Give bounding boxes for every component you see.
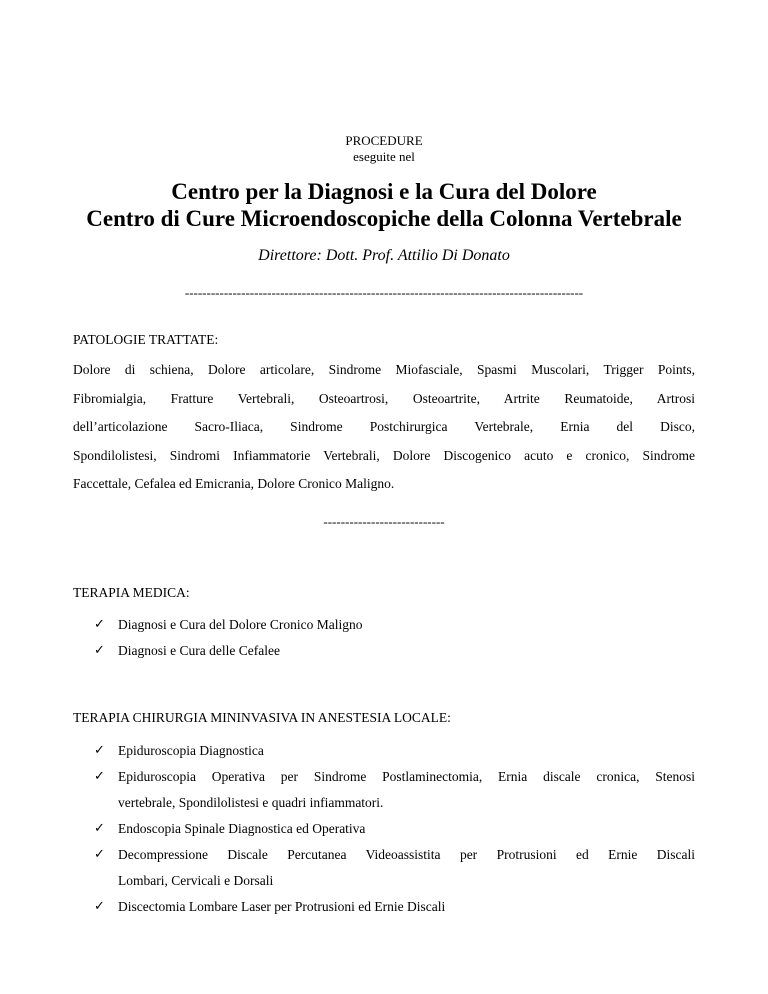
paragraph-line: dell’articolazione Sacro-Iliaca, Sindrome Postchirurgica Vertebrale, Ernia del Disco, [73, 419, 695, 435]
list-item [94, 764, 695, 816]
list-item-text: Decompressione Discale Percutanea Videoassistita per Protrusioni ed Ernie Discali [118, 847, 695, 862]
pre-title-line1: PROCEDURE [345, 133, 423, 148]
list-item-text: Epiduroscopia Diagnostica [118, 743, 264, 758]
document-title-line2: Centro di Cure Microendoscopiche della Colonna Vertebrale [86, 206, 682, 231]
list-item-text: Diagnosi e Cura del Dolore Cronico Maligno [118, 617, 363, 632]
checkmark-icon: ✓ [94, 643, 105, 658]
header-separator: -------------------------------------------------------------------------------------------- [184, 285, 584, 300]
director-line: Direttore: Dott. Prof. Attilio Di Donato [258, 247, 510, 264]
list-item-text-continued: Lombari, Cervicali e Dorsali [118, 873, 274, 888]
terapia-chirurgia-list [94, 738, 695, 920]
patologie-paragraph [73, 356, 695, 499]
checkmark-icon: ✓ [94, 769, 105, 784]
list-item-text: Discectomia Lombare Laser per Protrusioni ed Ernie Discali [118, 899, 446, 914]
list-item [94, 738, 695, 764]
checkmark-icon: ✓ [94, 743, 105, 758]
list-item [94, 894, 695, 920]
list-item [94, 816, 695, 842]
patologie-heading: PATOLOGIE TRATTATE: [73, 332, 219, 347]
list-item-text: Diagnosi e Cura delle Cefalee [118, 643, 280, 658]
checkmark-icon: ✓ [94, 821, 105, 836]
terapia-medica-heading: TERAPIA MEDICA: [73, 585, 190, 600]
list-item-text: Epiduroscopia Operativa per Sindrome Postlaminectomia, Ernia discale cronica, Stenosi [118, 769, 695, 784]
list-item [94, 612, 695, 638]
list-item [94, 638, 695, 664]
paragraph-line: Faccettale, Cefalea ed Emicrania, Dolore Cronico Maligno. [73, 476, 395, 492]
terapia-medica-list [94, 612, 695, 664]
list-item-text-continued: vertebrale, Spondilolistesi e quadri infiammatori. [118, 795, 384, 810]
list-item-text: Endoscopia Spinale Diagnostica ed Operativa [118, 821, 366, 836]
list-item [94, 842, 695, 894]
paragraph-line: Dolore di schiena, Dolore articolare, Sindrome Miofasciale, Spasmi Muscolari, Trigger Points, [73, 362, 695, 377]
paragraph-line: Fibromialgia, Fratture Vertebrali, Osteoartrosi, Osteoartrite, Artrite Reumatoide, Artrosi [73, 390, 695, 406]
paragraph-line: Spondilolistesi, Sindromi Infiammatorie Vertebrali, Dolore Discogenico acuto e cronico, Sindrome [73, 447, 695, 463]
terapia-chirurgia-heading: TERAPIA CHIRURGIA MININVASIVA IN ANESTESIA LOCALE: [73, 710, 451, 725]
document-title-line1: Centro per la Diagnosi e la Cura del Dolore [171, 179, 597, 204]
checkmark-icon: ✓ [94, 899, 105, 914]
checkmark-icon: ✓ [94, 617, 105, 632]
pre-title-line2: eseguite nel [353, 149, 415, 164]
checkmark-icon: ✓ [94, 847, 105, 862]
section-separator: ---------------------------- [323, 514, 445, 529]
